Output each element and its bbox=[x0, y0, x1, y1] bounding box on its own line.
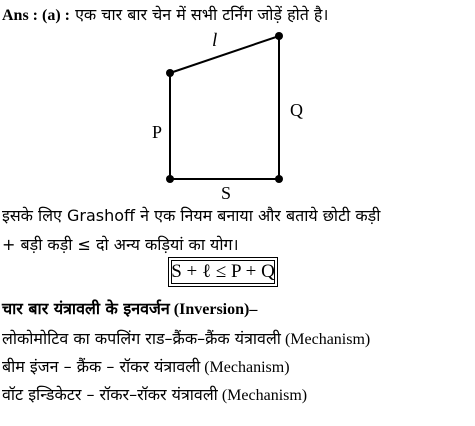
formula-text: S + ℓ ≤ P + Q bbox=[171, 261, 275, 282]
grashoff-formula bbox=[168, 257, 278, 287]
inversion-heading-hindi: चार बार यंत्रावली के इनवर्जन bbox=[2, 299, 170, 318]
inversion-item-term: (Mechanism) bbox=[200, 359, 290, 376]
four-bar-chain-diagram bbox=[140, 20, 310, 200]
joint bbox=[166, 175, 174, 183]
joint bbox=[275, 32, 283, 40]
inversion-item-text: बीम इंजन – क्रैंक – रॉकर यंत्रावली bbox=[2, 357, 201, 376]
explanation-line-1: इसके लिए Grashoff ने एक नियम बनाया और बताये छोटी कड़ी bbox=[2, 206, 381, 225]
inversion-item-term: (Mechanism) bbox=[217, 387, 308, 404]
joint bbox=[275, 175, 283, 183]
link-label-p: P bbox=[152, 122, 163, 142]
inversion-item-text: लोकोमोटिव का कपलिंग राड–क्रैंक–क्रैंक यंत्रावली bbox=[2, 329, 281, 348]
inversion-item bbox=[2, 327, 370, 349]
answer-text: एक चार बार चेन में सभी टर्निंग जोड़ें होते है। bbox=[70, 5, 329, 24]
inversion-item-term: (Mechanism) bbox=[280, 331, 371, 348]
inversion-heading bbox=[2, 297, 257, 319]
inversion-heading-english: (Inversion)– bbox=[169, 301, 258, 318]
link-label-l: l bbox=[212, 30, 218, 51]
inversion-item-text: वॉट इन्डिकेटर – रॉकर–रॉकर यंत्रावली bbox=[2, 385, 218, 404]
inversion-item bbox=[2, 383, 307, 405]
link-label-s: S bbox=[221, 183, 232, 200]
answer-prefix: Ans : (a) : bbox=[2, 7, 70, 24]
link-label-q: Q bbox=[290, 100, 303, 120]
joint bbox=[166, 69, 174, 77]
inversion-item bbox=[2, 355, 290, 377]
chain-links bbox=[170, 36, 279, 179]
explanation-line-2: + बड़ी कड़ी ≤ दो अन्य कड़ियां का योग। bbox=[2, 235, 239, 254]
